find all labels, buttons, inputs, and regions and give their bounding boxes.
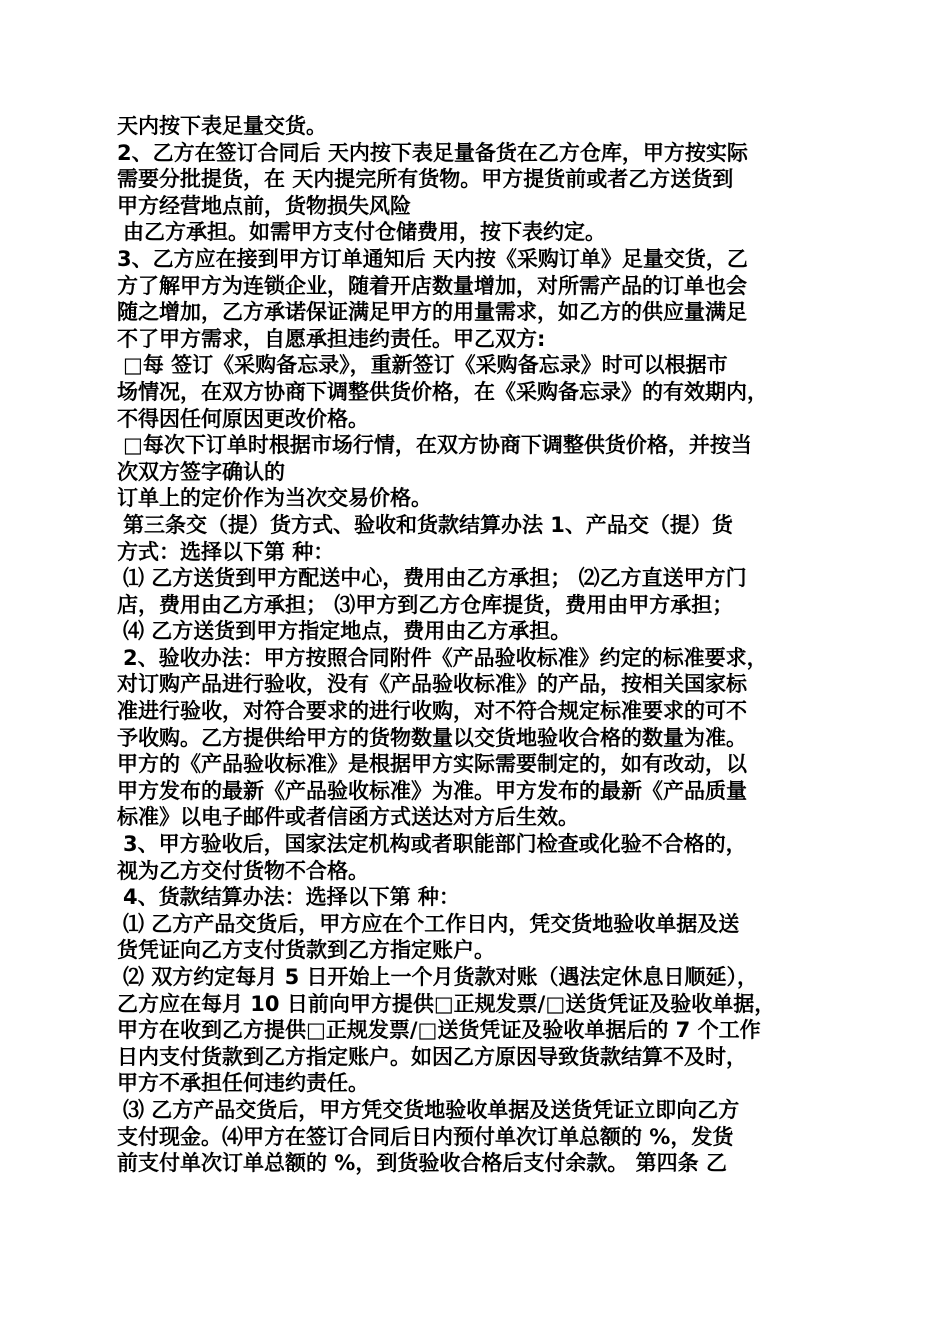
text-line: 甲方不承担任何违约责任。 [117,1071,369,1096]
text-line: 甲方的《产品验收标准》是根据甲方实际需要制定的，如有改动，以 [117,752,747,777]
text-line: 店，费用由乙方承担； ⑶甲方到乙方仓库提货，费用由甲方承担； [117,592,734,617]
text-line: 由乙方承担。如需甲方支付仓储费用，按下表约定。 [123,220,606,245]
text-line: 视为乙方交付货物不合格。 [117,858,369,883]
text-line: ⑵ 双方约定每月 5 日开始上一个月货款对账（遇法定休息日顺延）， [123,965,759,989]
text-line: ⑴ 乙方产品交货后，甲方应在个工作日内，凭交货地验收单据及送 [123,911,740,936]
text-line: 货凭证向乙方支付货款到乙方指定账户。 [117,938,495,963]
text-line: 支付现金。⑷甲方在签订合同后日内预付单次订单总额的 %，发货 [117,1124,734,1149]
text-line: 2、乙方在签订合同后 天内按下表足量备货在乙方仓库，甲方按实际 [117,140,748,165]
text-line: 甲方在收到乙方提供□正规发票/□送货凭证及验收单据后的 7 个工作 [117,1018,761,1043]
text-line: 场情况，在双方协商下调整供货价格，在《采购备忘录》的有效期内， [117,379,768,404]
text-line: 标准》以电子邮件或者信函方式送达对方后生效。 [117,805,579,830]
text-line: 不得因任何原因更改价格。 [117,406,369,431]
text-line: 甲方经营地点前，货物损失风险 [117,193,411,218]
text-line: 甲方发布的最新《产品验收标准》为准。甲方发布的最新《产品质量 [117,778,747,803]
text-line: 方式：选择以下第 种： [117,539,335,564]
text-line: 方了解甲方为连锁企业，随着开店数量增加，对所需产品的订单也会 [117,273,747,298]
text-line: 4、货款结算办法：选择以下第 种： [123,885,460,910]
text-line: 2、验收办法：甲方按照合同附件《产品验收标准》约定的标准要求， [123,645,768,670]
text-line: 订单上的定价作为当次交易价格。 [117,486,432,511]
text-line: 准进行验收，对符合要求的进行收购，对不符合规定标准要求的可不 [117,699,747,724]
text-line: 需要分批提货，在 天内提完所有货物。甲方提货前或者乙方送货到 [117,167,734,192]
text-line: 对订购产品进行验收，没有《产品验收标准》的产品，按相关国家标 [117,672,747,697]
text-line: ⑷ 乙方送货到甲方指定地点，费用由乙方承担。 [123,619,572,644]
text-line: ⑶ 乙方产品交货后，甲方凭交货地验收单据及送货凭证立即向乙方 [123,1097,740,1122]
text-line: ⑴ 乙方送货到甲方配送中心，费用由乙方承担； ⑵乙方直送甲方门 [123,566,747,591]
text-line: 3、乙方应在接到甲方订单通知后 天内按《采购订单》足量交货，乙 [117,246,748,271]
text-line: 随之增加，乙方承诺保证满足甲方的用量需求，如乙方的供应量满足 [117,300,747,325]
text-line: □每次下订单时根据市场行情，在双方协商下调整供货价格，并按当 [123,433,752,458]
text-line: 第三条交（提）货方式、验收和货款结算办法 1、产品交（提）货 [123,512,733,537]
text-line: 3、甲方验收后，国家法定机构或者职能部门检查或化验不合格的， [123,832,747,857]
text-line: 不了甲方需求，自愿承担违约责任。甲乙双方: [117,326,546,351]
text-line: 日内支付货款到乙方指定账户。如因乙方原因导致货款结算不及时， [117,1044,747,1069]
document-body [117,113,847,1177]
text-line: 前支付单次订单总额的 %，到货验收合格后支付余款。 第四条 乙 [117,1151,727,1176]
text-line: 天内按下表足量交货。 [117,114,327,138]
text-line: 予收购。乙方提供给甲方的货物数量以交货地验收合格的数量为准。 [117,725,747,750]
text-line: 乙方应在每月 10 日前向甲方提供□正规发票/□送货凭证及验收单据， [117,991,776,1016]
text-line: 次双方签字确认的 [117,459,285,484]
text-line: □每 签订《采购备忘录》，重新签订《采购备忘录》时可以根据市 [123,353,728,378]
